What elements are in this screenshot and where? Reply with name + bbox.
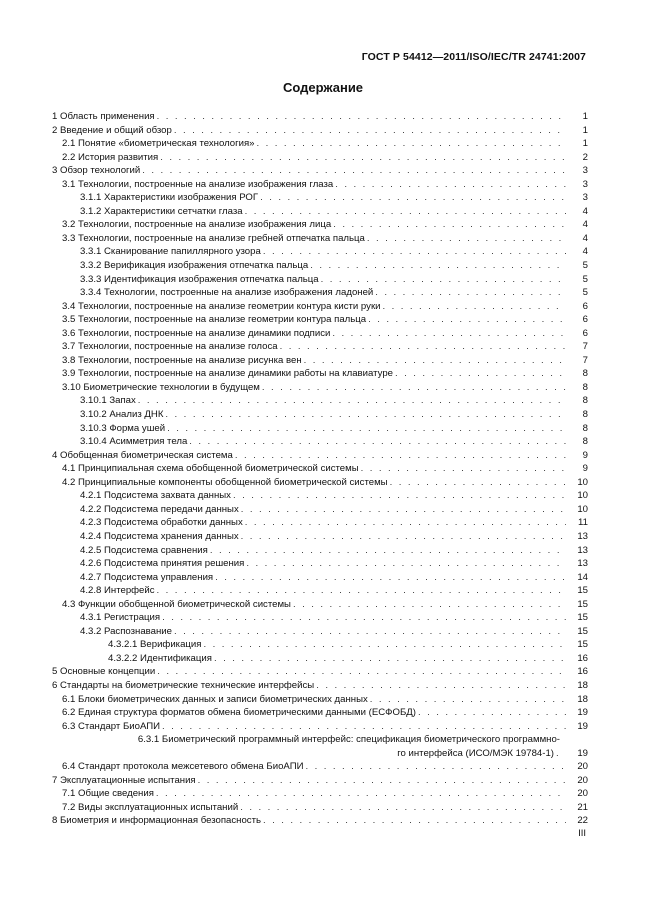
toc-entry-text: 3.4 Технологии, построенные на анализе геометрии контура кисти руки <box>62 300 381 312</box>
toc-leader-dots <box>263 814 566 828</box>
toc-entry-page: 4 <box>582 205 588 217</box>
toc-entry-text: 5 Основные концепции <box>52 666 156 678</box>
toc-entry[interactable] <box>52 584 588 598</box>
toc-entry-text: 4.2.4 Подсистема хранения данных <box>80 530 239 542</box>
toc-entry-page: 6 <box>582 314 588 326</box>
toc-entry[interactable] <box>52 557 588 571</box>
toc-entry[interactable] <box>52 733 588 760</box>
toc-leader-dots <box>203 638 566 652</box>
toc-entry-text: 4.3.1 Регистрация <box>80 612 161 624</box>
toc-entry-page: 5 <box>582 287 588 299</box>
toc-entry-page: 20 <box>577 761 588 773</box>
toc-entry[interactable] <box>52 137 588 151</box>
toc-entry-page: 6 <box>582 327 588 339</box>
toc-entry-text: 3.3.3 Идентификация изображения отпечатка пальца <box>80 273 319 285</box>
toc-leader-dots <box>310 259 566 273</box>
toc-entry-text: 4.2 Принципиальные компоненты обобщенной биометрической системы <box>62 476 388 488</box>
toc-entry-page: 1 <box>582 111 588 122</box>
toc-entry-page: 4 <box>582 219 588 231</box>
toc-entry-page: 22 <box>577 815 588 827</box>
toc-entry-text: 3.10.1 Запах <box>80 395 136 407</box>
toc-entry-page: 19 <box>577 720 588 732</box>
toc-entry-page: 7 <box>582 354 588 366</box>
toc-entry-text: 2 Введение и общий обзор <box>52 124 172 136</box>
toc-entry-page: 9 <box>582 463 588 475</box>
toc-leader-dots <box>293 598 566 612</box>
toc-entry-text: 3.9 Технологии, построенные на анализе динамики работы на клавиатуре <box>62 368 393 380</box>
toc-entry-text: 3.6 Технологии, построенные на анализе динамики подписи <box>62 327 331 339</box>
toc-leader-dots <box>418 706 566 720</box>
toc-leader-dots <box>160 151 566 165</box>
toc-entry-page: 5 <box>582 273 588 285</box>
toc-leader-dots <box>306 760 567 774</box>
toc-leader-dots <box>556 747 566 761</box>
toc-leader-dots <box>138 394 566 408</box>
toc-leader-dots <box>233 489 566 503</box>
toc-leader-dots <box>390 476 566 490</box>
toc-entry-text: 3.3.2 Верификация изображения отпечатка пальца <box>80 260 309 272</box>
toc-title: Содержание <box>282 80 364 95</box>
toc-leader-dots <box>367 232 566 246</box>
toc-entry[interactable] <box>52 611 588 625</box>
toc-entry-page: 13 <box>577 530 588 542</box>
toc-leader-dots <box>245 205 566 219</box>
toc-entry-text: 3.3 Технологии, построенные на анализе гребней отпечатка пальца <box>62 232 365 244</box>
toc-entry[interactable] <box>52 151 588 165</box>
toc-entry[interactable] <box>52 544 588 558</box>
toc-entry[interactable] <box>52 503 588 517</box>
toc-leader-dots <box>262 381 566 395</box>
toc-leader-dots <box>333 218 566 232</box>
toc-entry-text: 3.10.2 Анализ ДНК <box>80 409 164 421</box>
toc-entry-text: 3.10 Биометрические технологии в будущем <box>62 381 260 393</box>
toc-entry[interactable] <box>52 435 588 449</box>
toc-entry-page: 15 <box>577 625 588 637</box>
toc-leader-dots <box>321 273 566 287</box>
toc-entry-page: 9 <box>582 449 588 461</box>
toc-entry-text: 3.1.1 Характеристики изображения РОГ <box>80 192 259 204</box>
toc-entry[interactable] <box>52 679 588 693</box>
toc-entry-text: 3.3.1 Сканирование папиллярного узора <box>80 246 261 258</box>
toc-entry[interactable] <box>52 259 588 273</box>
toc-entry-text-continued: го интерфейса (ИСО/МЭК 19784-1) <box>397 747 554 759</box>
toc-entry[interactable] <box>52 760 588 774</box>
toc-entry[interactable] <box>52 489 588 503</box>
toc-entry-text: 2.2 История развития <box>62 151 159 163</box>
toc-leader-dots <box>157 665 566 679</box>
toc-entry[interactable] <box>52 408 588 422</box>
toc-entry-page: 8 <box>582 368 588 380</box>
toc-entry-page: 13 <box>577 544 588 556</box>
document-header: ГОСТ Р 54412—2011/ISO/IEC/TR 24741:2007 <box>361 51 586 63</box>
toc-entry-page: 2 <box>582 151 588 163</box>
toc-leader-dots <box>157 584 566 598</box>
toc-entry[interactable] <box>52 571 588 585</box>
toc-leader-dots <box>335 178 566 192</box>
toc-entry-text: 3.10.3 Форма ушей <box>80 422 166 434</box>
toc-entry-page: 19 <box>577 707 588 719</box>
toc-leader-dots <box>263 245 566 259</box>
toc-leader-dots <box>167 422 566 436</box>
toc-leader-dots <box>162 720 566 734</box>
toc-entry[interactable] <box>52 178 588 192</box>
toc-entry[interactable] <box>52 340 588 354</box>
toc-leader-dots <box>280 340 566 354</box>
toc-entry-text: 6.4 Стандарт протокола межсетевого обмена БиоАПИ <box>62 761 304 773</box>
toc-leader-dots <box>189 435 566 449</box>
toc-entry-page: 15 <box>577 639 588 651</box>
toc-entry-page: 16 <box>577 666 588 678</box>
toc-entry-text: 7.2 Виды эксплуатационных испытаний <box>62 801 239 813</box>
toc-entry-page: 15 <box>577 598 588 610</box>
toc-entry-text: 7 Эксплуатационные испытания <box>52 774 196 786</box>
toc-entry[interactable] <box>52 462 588 476</box>
toc-entry-page: 18 <box>577 679 588 691</box>
toc-entry[interactable] <box>52 476 588 490</box>
toc-entry-text: 4 Обобщенная биометрическая система <box>52 449 233 461</box>
toc-entry-text: 7.1 Общие сведения <box>62 788 154 800</box>
toc-entry-text: 8 Биометрия и информационная безопасность <box>52 815 262 827</box>
toc-entry-page: 15 <box>577 585 588 597</box>
toc-entry-page: 10 <box>577 476 588 488</box>
toc-entry[interactable] <box>52 814 588 828</box>
toc-entry[interactable] <box>52 354 588 368</box>
toc-entry[interactable] <box>52 273 588 287</box>
toc-entry-page: 8 <box>582 395 588 407</box>
toc-leader-dots <box>142 164 566 178</box>
toc-entry[interactable] <box>52 449 588 463</box>
toc-leader-dots <box>162 611 566 625</box>
toc-entry-text: 4.2.2 Подсистема передачи данных <box>80 503 239 515</box>
toc-entry[interactable] <box>52 422 588 436</box>
toc-entry[interactable] <box>52 124 588 138</box>
toc-leader-dots <box>304 354 566 368</box>
toc-entry[interactable] <box>52 706 588 720</box>
toc-entry-page: 1 <box>582 138 588 150</box>
toc-entry-page: 21 <box>577 801 588 813</box>
toc-entry-page: 20 <box>577 788 588 800</box>
toc-leader-dots <box>241 530 566 544</box>
toc-leader-dots <box>235 449 566 463</box>
toc-entry[interactable] <box>52 191 588 205</box>
toc-entry[interactable] <box>52 232 588 246</box>
toc-entry[interactable] <box>52 516 588 530</box>
toc-leader-dots <box>198 774 566 788</box>
toc-leader-dots <box>257 137 566 151</box>
toc-entry-page: 8 <box>582 436 588 448</box>
toc-entry[interactable] <box>52 327 588 341</box>
toc-entry[interactable] <box>52 110 588 124</box>
toc-leader-dots <box>246 557 566 571</box>
toc-entry-text: 6 Стандарты на биометрические технические интерфейсы <box>52 679 315 691</box>
toc-leader-dots <box>370 693 566 707</box>
toc-leader-dots <box>361 462 566 476</box>
toc-entry-text: 2.1 Понятие «биометрическая технология» <box>62 138 255 150</box>
toc-leader-dots <box>210 544 566 558</box>
toc-entry-page: 20 <box>577 774 588 786</box>
toc-entry-page: 3 <box>582 165 588 177</box>
toc-entry-text: 3.1 Технологии, построенные на анализе изображения глаза <box>62 178 334 190</box>
toc-entry[interactable] <box>52 367 588 381</box>
toc-leader-dots <box>174 124 566 138</box>
toc-entry-page: 11 <box>578 517 588 529</box>
toc-entry-page: 4 <box>582 246 588 258</box>
toc-entry-text: 3.2 Технологии, построенные на анализе изображения лица <box>62 219 332 231</box>
toc-entry-text: 3.10.4 Асимметрия тела <box>80 436 188 448</box>
toc-entry-page: 10 <box>577 503 588 515</box>
table-of-contents <box>52 110 588 828</box>
toc-entry[interactable] <box>52 218 588 232</box>
toc-entry[interactable] <box>52 787 588 801</box>
toc-entry-page: 18 <box>577 693 588 705</box>
toc-entry[interactable] <box>52 286 588 300</box>
toc-entry[interactable] <box>52 205 588 219</box>
toc-entry-text: 4.3 Функции обобщенной биометрической системы <box>62 598 291 610</box>
toc-entry-text: 4.2.6 Подсистема принятия решения <box>80 558 245 570</box>
toc-entry[interactable] <box>52 381 588 395</box>
toc-entry-page: 15 <box>577 612 588 624</box>
toc-entry-text: 6.3.1 Биометрический программный интерфейс: спецификация биометрического программно- <box>137 734 560 746</box>
toc-leader-dots <box>174 625 566 639</box>
toc-entry-text: 3 Обзор технологий <box>52 165 141 177</box>
toc-entry[interactable] <box>52 313 588 327</box>
toc-entry-page: 1 <box>582 124 588 136</box>
toc-entry[interactable] <box>52 164 588 178</box>
toc-leader-dots <box>165 408 566 422</box>
toc-entry-text: 4.2.1 Подсистема захвата данных <box>80 490 231 502</box>
toc-entry-page: 8 <box>582 409 588 421</box>
toc-entry-text: 4.3.2.1 Верификация <box>108 639 202 651</box>
toc-leader-dots <box>157 110 566 124</box>
toc-entry-page: 13 <box>577 558 588 570</box>
toc-entry-text: 4.3.2.2 Идентификация <box>108 652 212 664</box>
toc-entry-page: 14 <box>577 571 588 583</box>
toc-entry-page: 10 <box>577 490 588 502</box>
toc-entry-text: 3.1.2 Характеристики сетчатки глаза <box>80 205 243 217</box>
toc-entry[interactable] <box>52 300 588 314</box>
toc-entry[interactable] <box>52 801 588 815</box>
toc-leader-dots <box>240 801 566 815</box>
toc-leader-dots <box>245 516 566 530</box>
toc-entry[interactable] <box>52 652 588 666</box>
toc-entry-text: 3.3.4 Технологии, построенные на анализе изображения ладоней <box>80 287 374 299</box>
toc-entry-page: 19 <box>577 747 588 759</box>
toc-entry[interactable] <box>52 693 588 707</box>
toc-entry-page: 6 <box>582 300 588 312</box>
toc-leader-dots <box>332 327 566 341</box>
toc-entry-page: 3 <box>582 178 588 190</box>
toc-entry-page: 5 <box>582 260 588 272</box>
toc-entry[interactable] <box>52 625 588 639</box>
page-number: III <box>578 828 586 839</box>
toc-entry-text: 4.2.7 Подсистема управления <box>80 571 214 583</box>
toc-entry[interactable] <box>52 394 588 408</box>
toc-entry-page: 8 <box>582 381 588 393</box>
toc-entry-page: 4 <box>582 232 588 244</box>
toc-leader-dots <box>260 191 566 205</box>
toc-leader-dots <box>156 787 566 801</box>
toc-entry[interactable] <box>52 245 588 259</box>
toc-entry-page: 3 <box>582 192 588 204</box>
toc-leader-dots <box>383 300 567 314</box>
toc-leader-dots <box>316 679 566 693</box>
toc-entry-text: 4.2.8 Интерфейс <box>80 585 155 597</box>
toc-leader-dots <box>395 367 566 381</box>
toc-leader-dots <box>241 503 566 517</box>
toc-entry-text: 3.5 Технологии, построенные на анализе геометрии контура пальца <box>62 314 367 326</box>
toc-entry-text: 6.2 Единая структура форматов обмена биометрическими данными (ЕСФОБД) <box>62 707 416 719</box>
toc-entry-text: 3.7 Технологии, построенные на анализе голоса <box>62 341 278 353</box>
toc-entry[interactable] <box>52 665 588 679</box>
toc-entry-text: 6.1 Блоки биометрических данных и записи биометрических данных <box>62 693 368 705</box>
toc-leader-dots <box>368 313 566 327</box>
toc-entry-text: 1 Область применения <box>52 111 155 122</box>
toc-entry-text: 3.8 Технологии, построенные на анализе рисунка вен <box>62 354 302 366</box>
toc-entry-text: 4.3.2 Распознавание <box>80 625 172 637</box>
toc-entry-text: 4.2.3 Подсистема обработки данных <box>80 517 243 529</box>
toc-entry[interactable] <box>52 598 588 612</box>
toc-leader-dots <box>215 571 566 585</box>
toc-entry-page: 8 <box>582 422 588 434</box>
toc-leader-dots <box>375 286 566 300</box>
toc-entry-text: 4.1 Принципиальная схема обобщенной биометрической системы <box>62 463 359 475</box>
toc-entry-text: 4.2.5 Подсистема сравнения <box>80 544 208 556</box>
toc-entry-text: 6.3 Стандарт БиоАПИ <box>62 720 161 732</box>
toc-entry[interactable] <box>52 530 588 544</box>
toc-leader-dots <box>214 652 566 666</box>
toc-entry[interactable] <box>52 720 588 734</box>
toc-entry-page: 7 <box>582 341 588 353</box>
toc-entry-page: 16 <box>577 652 588 664</box>
toc-entry[interactable] <box>52 774 588 788</box>
toc-entry[interactable] <box>52 638 588 652</box>
